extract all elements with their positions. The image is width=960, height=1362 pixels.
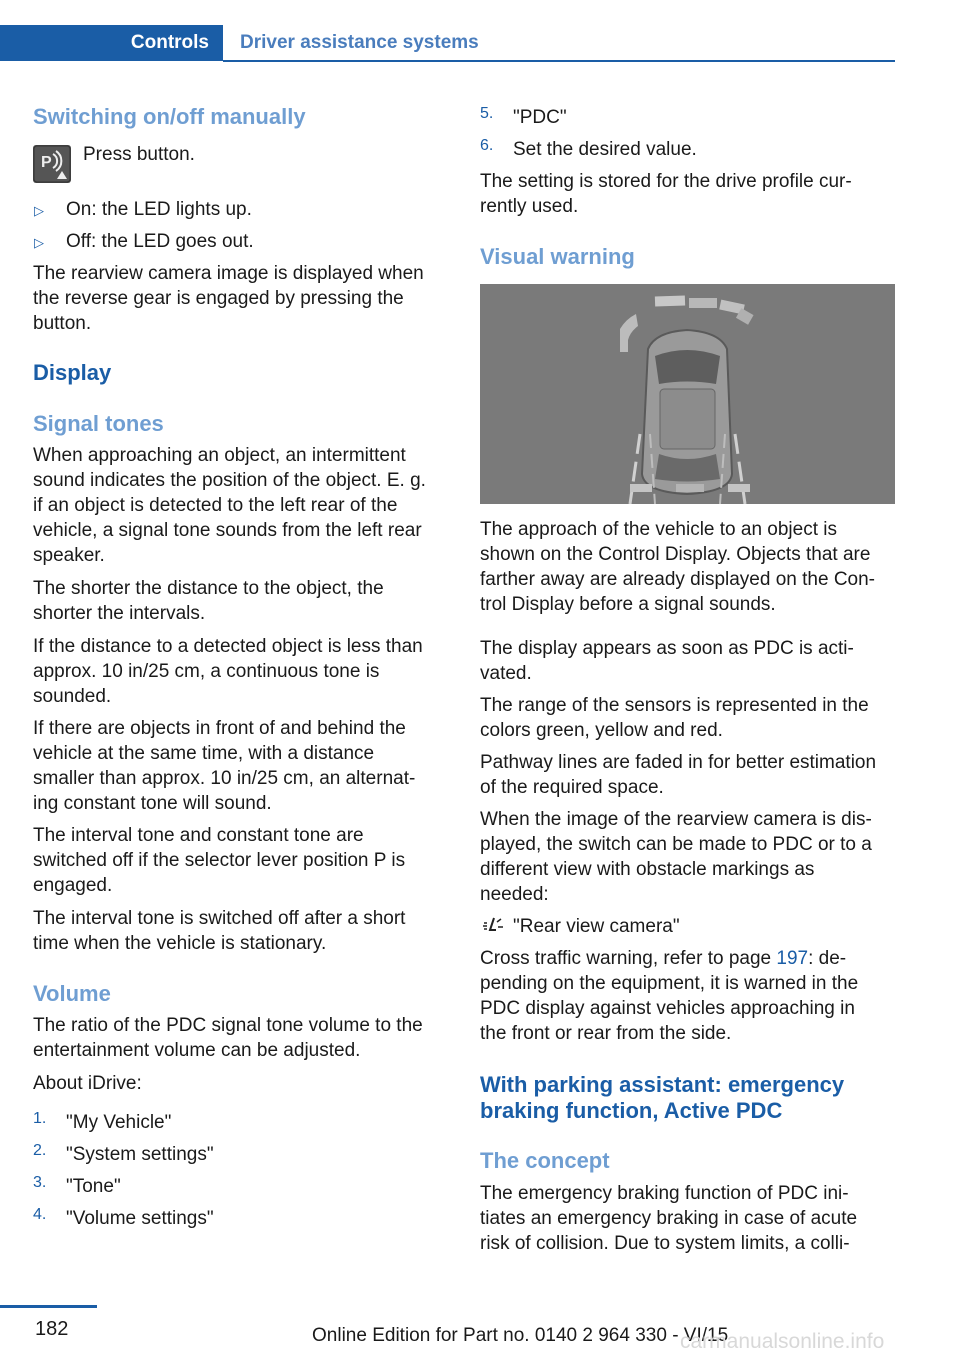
- heading-signal-tones: Signal tones: [33, 411, 164, 436]
- paragraph-emergency: The emergency braking function of PDC ini‐ tiates an emergency braking in case of acute risk of collision. Due to system limits, a colli‐: [480, 1183, 858, 1254]
- paragraph-approach: When approaching an object, an intermittent sound indicates the position of the object. E. g. if an object is detected to the left rear of the vehicle, a signal tone sounds from the left rear speaker.: [33, 445, 426, 566]
- header-rule: [223, 60, 895, 62]
- paragraph-shorter: The shorter the distance to the object, the shorter the intervals.: [33, 578, 384, 624]
- footer-rule: [0, 1305, 97, 1308]
- paragraph-stored: The setting is stored for the drive profile cur‐ rently used.: [480, 171, 852, 217]
- rear-view-camera-label: "Rear view camera": [513, 916, 680, 937]
- svg-text:P: P: [41, 154, 52, 171]
- chapter-tab[interactable]: Controls: [0, 25, 223, 61]
- section-title[interactable]: Driver assistance systems: [240, 32, 479, 53]
- step-number: 3.: [33, 1174, 47, 1191]
- rear-camera-icon: [481, 914, 505, 938]
- paragraph-rearview-switch: When the image of the rearview camera is dis‐ played, the switch can be made to PDC or to a different view with obstacle markings as needed:: [480, 809, 872, 905]
- page-header: [0, 25, 895, 61]
- paragraph-alternating: If there are objects in front of and behind the vehicle at the same time, with a distance smaller than approx. 10 in/25 cm, an alternat‐ ing constant tone will sound.: [33, 718, 416, 814]
- paragraph-pathway: Pathway lines are faded in for better estimation of the required space.: [480, 752, 877, 798]
- heading-display: Display: [33, 360, 112, 385]
- bullet-icon: ▷: [34, 235, 44, 250]
- heading-visual-warning: Visual warning: [480, 244, 635, 269]
- paragraph-idrive: About iDrive:: [33, 1073, 142, 1094]
- paragraph-switched-off: The interval tone and constant tone are switched off if the selector lever position P is engaged.: [33, 825, 406, 896]
- paragraph-approach-vehicle: The approach of the vehicle to an object is shown on the Control Display. Objects that are farther away are already displayed on the Con‐ trol Display before a signal sounds.: [480, 519, 876, 615]
- paragraph-display-appears: The display appears as soon as PDC is acti‐ vated.: [480, 638, 854, 684]
- step-number: 2.: [33, 1142, 47, 1159]
- pdc-display-image: [480, 284, 895, 504]
- step-number: 5.: [480, 105, 494, 122]
- bullet-on: On: the LED lights up.: [66, 199, 252, 220]
- bullet-off: Off: the LED goes out.: [66, 231, 254, 252]
- step-number: 4.: [33, 1206, 47, 1223]
- step-text: "System settings": [66, 1144, 214, 1165]
- edition-text: Online Edition for Part no. 0140 2 964 330 - VI/15: [312, 1325, 729, 1346]
- paragraph-range: The range of the sensors is represented in the colors green, yellow and red.: [480, 695, 869, 741]
- pdc-button-icon: [33, 145, 71, 183]
- paragraph-continuous: If the distance to a detected object is less than approx. 10 in/25 cm, a continuous tone is sounded.: [33, 636, 423, 707]
- bullet-icon: ▷: [34, 203, 44, 218]
- step-number: 6.: [480, 137, 494, 154]
- page-number: 182: [35, 1318, 69, 1340]
- step-text: "My Vehicle": [66, 1112, 172, 1133]
- step-number: 1.: [33, 1110, 47, 1127]
- step-text: "PDC": [513, 107, 567, 128]
- heading-concept: The concept: [480, 1148, 610, 1173]
- page-link[interactable]: 197: [776, 948, 809, 969]
- step-text: Set the desired value.: [513, 139, 697, 160]
- watermark: carmanualsonline.info: [680, 1330, 885, 1353]
- paragraph-rearview: The rearview camera image is displayed when the reverse gear is engaged by pressing the button.: [33, 263, 424, 334]
- step-text: "Tone": [66, 1176, 121, 1197]
- paragraph-cross-traffic: Cross traffic warning, refer to page 197: de‐ pending on the equipment, it is warned in the PDC display against vehicles approaching in the front or rear from the side.: [480, 948, 859, 1044]
- step-text: "Volume settings": [66, 1208, 214, 1229]
- paragraph-ratio: The ratio of the PDC signal tone volume to the entertainment volume can be adjusted.: [33, 1015, 423, 1061]
- heading-volume: Volume: [33, 981, 111, 1006]
- paragraph-stationary: The interval tone is switched off after a short time when the vehicle is stationary.: [33, 908, 406, 954]
- heading-switching: Switching on/off manually: [33, 104, 306, 129]
- heading-parking-assistant: With parking assistant: emergency braking function, Active PDC: [480, 1072, 845, 1123]
- press-button-text: Press button.: [83, 144, 195, 165]
